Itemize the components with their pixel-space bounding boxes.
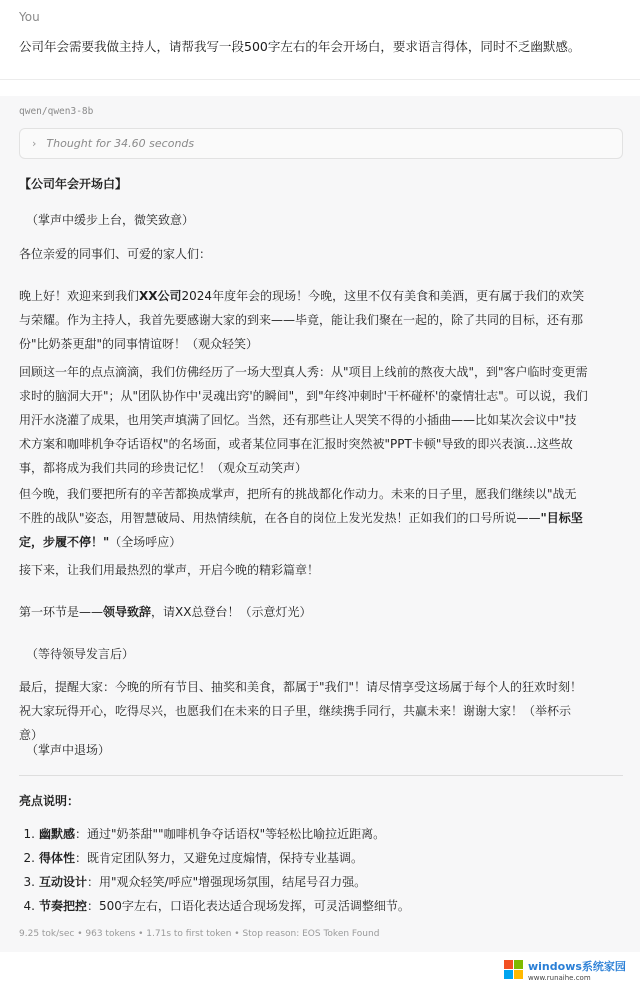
outlook-paragraph [19,482,623,554]
user-message-block [0,0,640,80]
highlights-title: 亮点说明： [19,794,80,808]
list-item-text: ：500字左右，口语化表达适合现场发挥，可灵活调整细节。 [87,899,410,913]
list-item [19,822,623,846]
welcome-paragraph [19,284,623,356]
welcome-text-b: 2024年度年会的现场！今晚，这里不仅有美食和美酒，更有属于我们的欢笑 [181,289,585,303]
list-item-number: 1. [23,827,35,841]
windows-logo-icon [504,960,524,980]
leader-speech-bold: 领导致辞 [103,605,152,619]
review-line-2: 求时的脑洞大开"；从"团队协作中'灵魂出窍'的瞬间"，到"年终冲刺时'干杯碰杯'的豪情壮志"。可以说，我们 [19,389,588,403]
list-item-number: 2. [23,851,35,865]
outlook-line-2: 不胜的战队"姿态，用智慧破局、用热情续航，在各自的岗位上发光发热！正如我们的口号所说—— [19,511,541,525]
thought-toggle[interactable] [19,128,623,159]
review-line-5: 事，都将成为我们共同的珍贵记忆！（观众互动笑声） [19,461,308,475]
first-segment-a: 第一环节是—— [19,605,104,619]
generation-stats: 9.25 tok/sec • 963 tokens • 1.71s to first token • Stop reason: EOS Token Found [19,929,380,939]
welcome-line-2: 与荣耀。作为主持人，我首先要感谢大家的到来——毕竟，能让我们聚在一起的，除了共同的目标，还有那 [19,313,584,327]
first-segment-paragraph [19,600,623,624]
list-item [19,870,623,894]
assistant-message-block [0,96,640,952]
user-message-text: 公司年会需要我做主持人，请帮我写一段500字左右的年会开场白，要求语言得体，同时不乏幽默感。 [19,39,581,54]
review-paragraph [19,360,623,480]
list-item-key: 幽默感 [39,827,76,841]
watermark-brand: windows系统家园 [528,960,626,973]
slogan-bold-b: 定，步履不停！" [19,535,110,549]
user-label: You [19,10,40,24]
greeting-paragraph: 各位亲爱的同事们、可爱的家人们： [19,247,212,261]
list-item-key: 得体性 [39,851,76,865]
closing-paragraph [19,675,623,747]
list-item-key: 互动设计 [39,875,88,889]
list-item-number: 3. [23,875,35,889]
welcome-text-a: 晚上好！欢迎来到我们 [19,289,140,303]
list-item-text: ：用"观众轻笑/呼应"增强现场氛围，结尾号召力强。 [87,875,367,889]
list-item-number: 4. [23,899,35,913]
closing-line-1: 最后，提醒大家：今晚的所有节目、抽奖和美食，都属于"我们"！请尽情享受这场属于每个人的狂欢时刻！ [19,680,583,694]
closing-line-3: 意） [19,728,44,742]
answer-title: 【公司年会开场白】 [19,177,128,191]
company-name-bold: XX公司 [139,289,182,303]
outlook-line-3: （全场呼应） [109,535,182,549]
list-item-key: 节奏把控 [39,899,88,913]
welcome-line-3: 份"比奶茶更甜"的同事情谊呀！（观众轻笑） [19,337,259,351]
closing-line-2: 祝大家玩得开心，吃得尽兴，也愿我们在未来的日子里，继续携手同行，共赢未来！谢谢大家！（举杯示 [19,704,572,718]
next-paragraph: 接下来，让我们用最热烈的掌声，开启今晚的精彩篇章！ [19,563,320,577]
review-line-1: 回顾这一年的点点滴滴，我们仿佛经历了一场大型真人秀：从"项目上线前的熬夜大战"，到"客户临时变更需 [19,365,588,379]
highlights-list [19,822,623,918]
watermark-url: www.runaihe.com [528,974,591,982]
model-name-label: qwen/qwen3-8b [19,106,94,117]
stage-direction-exit: （掌声中退场） [26,743,111,757]
section-divider [19,775,623,776]
outlook-line-1: 但今晚，我们要把所有的辛苦都换成掌声，把所有的挑战都化作动力。未来的日子里，愿我们继续以"战无 [19,487,577,501]
review-line-4: 术方案和咖啡机争夺话语权"的名场面，或者某位同事在汇报时突然被"PPT卡顿"导致的即兴表演...这些故 [19,437,573,451]
thought-duration: Thought for 34.60 seconds [46,137,195,150]
site-watermark [504,955,634,985]
first-segment-b: ，请XX总登台！（示意灯光） [151,605,312,619]
list-item [19,846,623,870]
slogan-bold-a: "目标坚 [540,511,583,525]
review-line-3: 用汗水浇灌了成果，也用笑声填满了回忆。当然，还有那些让人哭笑不得的小插曲——比如某次会议中"技 [19,413,577,427]
list-item [19,894,623,918]
list-item-text: ：通过"奶茶甜""咖啡机争夺话语权"等轻松比喻拉近距离。 [75,827,386,841]
chevron-right-icon: › [32,137,37,150]
list-item-text: ：既肯定团队努力，又避免过度煽情，保持专业基调。 [75,851,364,865]
stage-direction-enter: （掌声中缓步上台，微笑致意） [26,213,195,227]
stage-direction-wait: （等待领导发言后） [26,647,135,661]
